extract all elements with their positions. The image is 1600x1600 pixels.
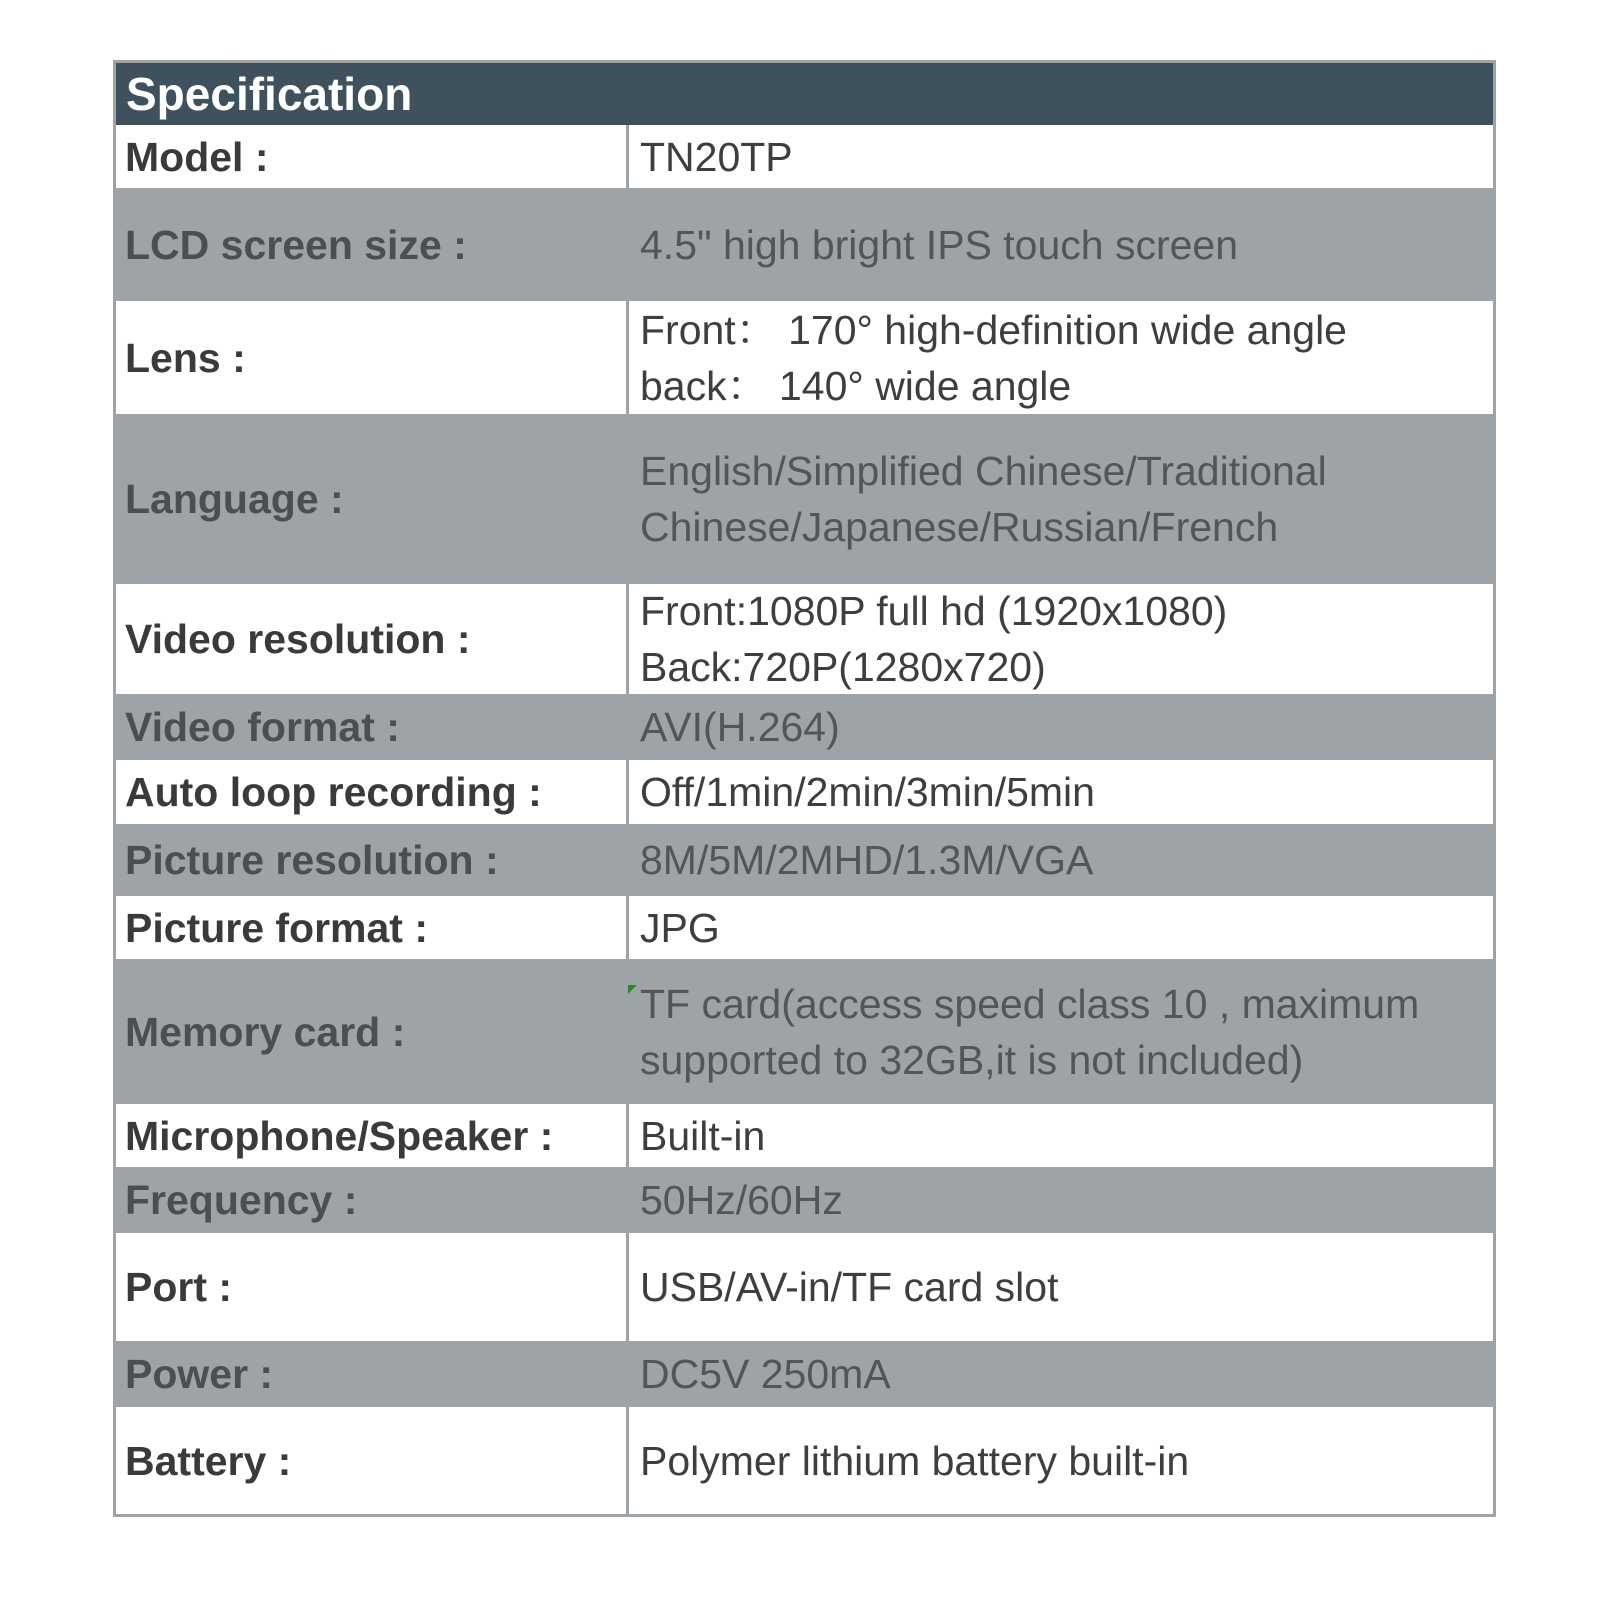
spec-row-port: [116, 1233, 1493, 1341]
spec-label: LCD screen size :: [116, 188, 626, 301]
spec-value: Polymer lithium battery built-in: [626, 1407, 1493, 1514]
spec-label: Picture resolution :: [116, 824, 626, 896]
spec-row-auto-loop-recording: [116, 760, 1493, 824]
table-title: Specification: [116, 63, 1493, 125]
spec-row-power: [116, 1341, 1493, 1407]
spec-value: DC5V 250mA: [626, 1341, 1493, 1407]
spec-value: Built-in: [626, 1104, 1493, 1167]
spec-value: AVI(H.264): [626, 694, 1493, 760]
spec-row-picture-resolution: [116, 824, 1493, 896]
spec-row-lens: [116, 301, 1493, 414]
spec-value: 4.5" high bright IPS touch screen: [626, 188, 1493, 301]
spec-label: Port :: [116, 1233, 626, 1341]
spec-row-lcd-screen-size: [116, 188, 1493, 301]
spec-label: Power :: [116, 1341, 626, 1407]
spec-table: [113, 60, 1496, 1517]
spec-label: Lens :: [116, 301, 626, 414]
spec-row-video-resolution: [116, 584, 1493, 694]
spec-row-microphone-speaker: [116, 1104, 1493, 1167]
spec-label: Picture format :: [116, 896, 626, 959]
cell-marker-icon: [628, 985, 637, 994]
spec-label: Model :: [116, 125, 626, 188]
spec-label: Memory card :: [116, 959, 626, 1104]
spec-value: English/Simplified Chinese/Traditional Chinese/Japanese/Russian/French: [626, 414, 1493, 584]
spec-row-model: [116, 125, 1493, 188]
spec-value: 8M/5M/2MHD/1.3M/VGA: [626, 824, 1493, 896]
spec-value: Front:1080P full hd (1920x1080) Back:720P(1280x720): [626, 584, 1493, 694]
spec-row-picture-format: [116, 896, 1493, 959]
spec-label: Language :: [116, 414, 626, 584]
spec-value: USB/AV-in/TF card slot: [626, 1233, 1493, 1341]
spec-value: 50Hz/60Hz: [626, 1167, 1493, 1233]
spec-value: Front： 170° high-definition wide angle back： 140° wide angle: [626, 301, 1493, 414]
spec-row-language: [116, 414, 1493, 584]
spec-value: TN20TP: [626, 125, 1493, 188]
spec-label: Microphone/Speaker :: [116, 1104, 626, 1167]
spec-value: Off/1min/2min/3min/5min: [626, 760, 1493, 824]
spec-label: Video resolution :: [116, 584, 626, 694]
spec-row-memory-card: [116, 959, 1493, 1104]
spec-label: Video format :: [116, 694, 626, 760]
spec-row-battery: [116, 1407, 1493, 1514]
spec-value: TF card(access speed class 10 , maximum supported to 32GB,it is not included): [626, 959, 1493, 1104]
spec-row-video-format: [116, 694, 1493, 760]
spec-row-frequency: [116, 1167, 1493, 1233]
spec-label: Auto loop recording :: [116, 760, 626, 824]
spec-value: JPG: [626, 896, 1493, 959]
spec-label: Battery :: [116, 1407, 626, 1514]
spec-label: Frequency :: [116, 1167, 626, 1233]
